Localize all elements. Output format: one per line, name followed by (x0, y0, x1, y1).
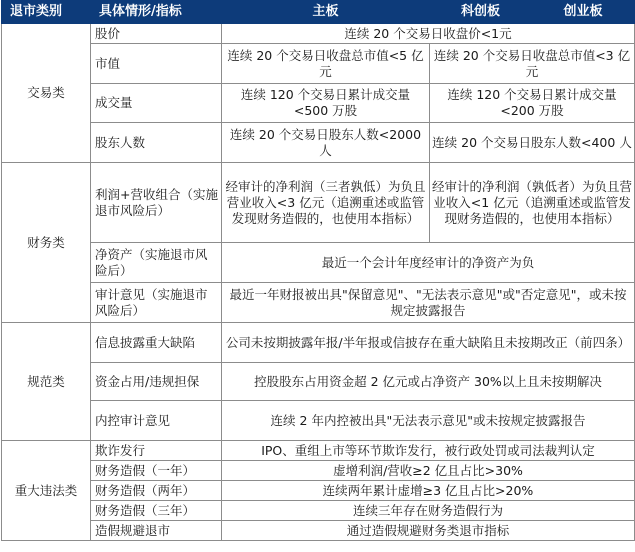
value-profit-main: 经审计的净利润（三者孰低）为负且营业收入<3 亿元（追溯重述或监管发现财务造假的，也使用本指标） (222, 163, 430, 243)
category-finance: 财务类 (2, 163, 91, 323)
table-row (2, 24, 635, 44)
delisting-criteria-table (1, 0, 635, 541)
table-row (2, 84, 635, 123)
table-row (2, 243, 635, 283)
header-row (2, 1, 635, 24)
header-chinext: 创业板 (532, 1, 635, 24)
indicator-fake-3y: 财务造假（三年） (91, 501, 222, 521)
indicator-fraud: 欺诈发行 (91, 441, 222, 461)
value-mcap-other: 连续 20 个交易日收盘总市值<3 亿元 (430, 44, 635, 84)
value-fraud: IPO、重组上市等环节欺诈发行，被行政处罚或司法裁判认定 (222, 441, 635, 461)
header-category: 退市类别 (2, 1, 91, 24)
value-volume-other: 连续 120 个交易日累计成交量<200 万股 (430, 84, 635, 123)
value-volume-main: 连续 120 个交易日累计成交量<500 万股 (222, 84, 430, 123)
indicator-mcap: 市值 (91, 44, 222, 84)
indicator-volume: 成交量 (91, 84, 222, 123)
value-audit: 最近一年财报被出具"保留意见"、"无法表示意见"或"否定意见"，或未按规定披露报告 (222, 283, 635, 323)
indicator-audit: 审计意见（实施退市风险后） (91, 283, 222, 323)
value-profit-other: 经审计的净利润（孰低者）为负且营业收入<1 亿元（追溯重述或监管发现财务造假的，也使用本指标） (430, 163, 635, 243)
category-illegal: 重大违法类 (2, 441, 91, 541)
table-row (2, 501, 635, 521)
indicator-net-assets: 净资产（实施退市风险后） (91, 243, 222, 283)
value-net-assets: 最近一个会计年度经审计的净资产为负 (222, 243, 635, 283)
table-row (2, 521, 635, 541)
category-norm: 规范类 (2, 323, 91, 441)
value-evade: 通过造假规避财务类退市指标 (222, 521, 635, 541)
table-row (2, 44, 635, 84)
table-row (2, 163, 635, 243)
value-fake-3y: 连续三年存在财务造假行为 (222, 501, 635, 521)
indicator-fake-1y: 财务造假（一年） (91, 461, 222, 481)
table-row (2, 323, 635, 363)
indicator-occupation: 资金占用/违规担保 (91, 363, 222, 401)
header-main-board: 主板 (222, 1, 430, 24)
value-fake-2y: 连续两年累计虚增≥3 亿且占比>20% (222, 481, 635, 501)
indicator-profit: 利润+营收组合（实施退市风险后） (91, 163, 222, 243)
value-occupation: 控股股东占用资金超 2 亿元或占净资产 30%以上且未按期解决 (222, 363, 635, 401)
indicator-disclosure: 信息披露重大缺陷 (91, 323, 222, 363)
value-holders-other: 连续 20 个交易日股东人数<400 人 (430, 123, 635, 163)
value-internal: 连续 2 年内控被出具"无法表示意见"或未按规定披露报告 (222, 401, 635, 441)
value-mcap-main: 连续 20 个交易日收盘总市值<5 亿元 (222, 44, 430, 84)
indicator-internal: 内控审计意见 (91, 401, 222, 441)
indicator-evade: 造假规避退市 (91, 521, 222, 541)
header-star-market: 科创板 (430, 1, 532, 24)
value-holders-main: 连续 20 个交易日股东人数<2000 人 (222, 123, 430, 163)
table-row (2, 283, 635, 323)
value-fake-1y: 虚增利润/营收≥2 亿且占比>30% (222, 461, 635, 481)
header-indicator: 具体情形/指标 (91, 1, 222, 24)
table-row (2, 401, 635, 441)
indicator-price: 股价 (91, 24, 222, 44)
table-row (2, 363, 635, 401)
table-row (2, 481, 635, 501)
value-price: 连续 20 个交易日收盘价<1元 (222, 24, 635, 44)
value-disclosure: 公司未按期披露年报/半年报或信披存在重大缺陷且未按期改正（前四条） (222, 323, 635, 363)
indicator-holders: 股东人数 (91, 123, 222, 163)
indicator-fake-2y: 财务造假（两年） (91, 481, 222, 501)
table-row (2, 123, 635, 163)
table-row (2, 441, 635, 461)
category-trade: 交易类 (2, 24, 91, 163)
table-row (2, 461, 635, 481)
